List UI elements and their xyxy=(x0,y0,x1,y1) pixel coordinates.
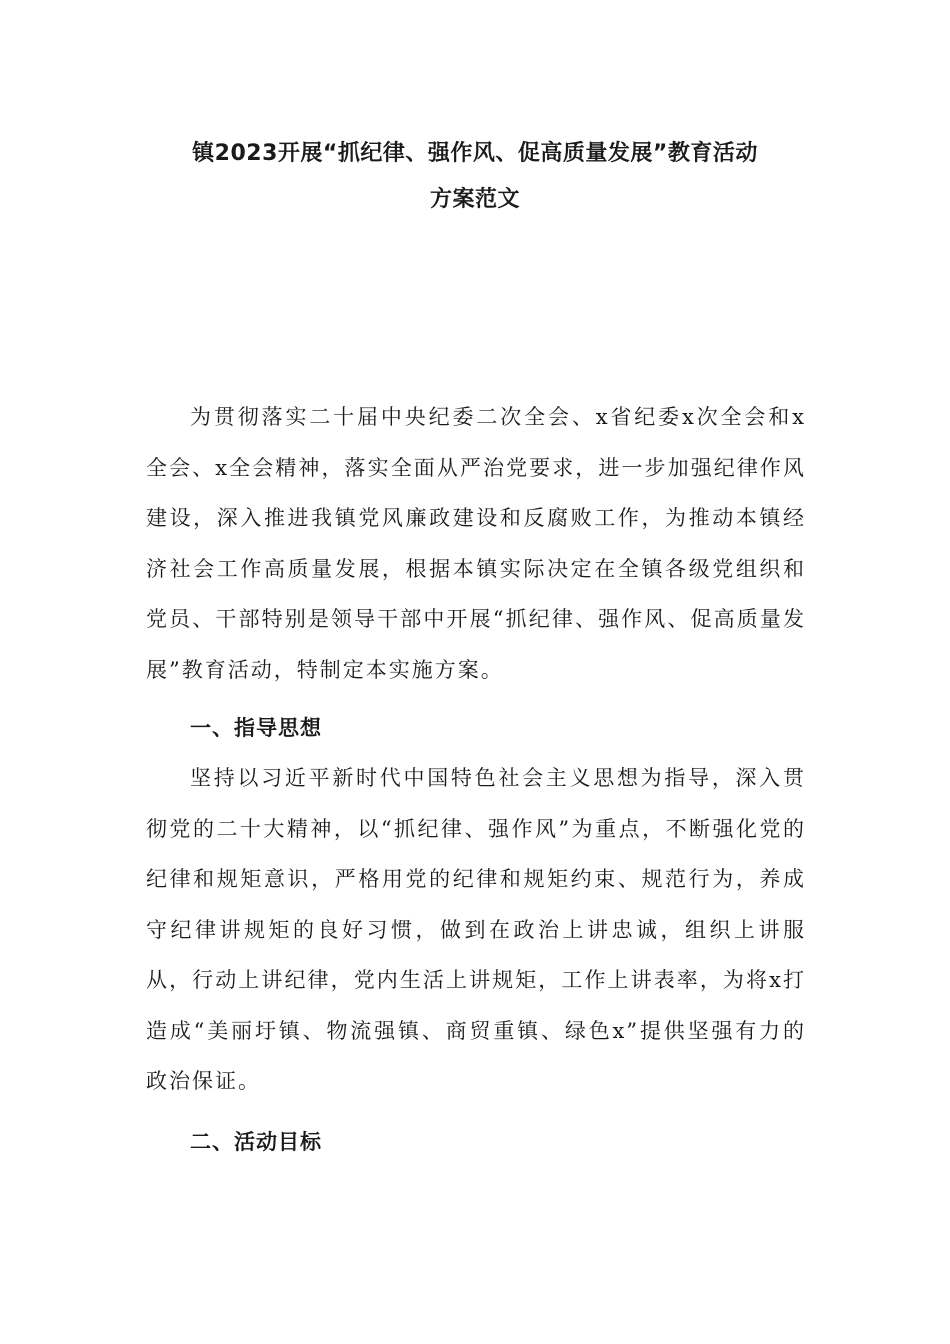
section-heading-guiding-ideology: 一、指导思想 xyxy=(190,716,322,740)
guiding-ideology-paragraph: 坚持以习近平新时代中国特色社会主义思想为指导，深入贯彻党的二十大精神，以“抓纪律、强作风”为重点，不断强化党的纪律和规矩意识，严格用党的纪律和规矩约束、规范行为，养成守纪律讲规矩的良好习惯，做到在政治上讲忠诚，组织上讲服从，行动上讲纪律，党内生活上讲规矩，工作上讲表率，为将x打造成“美丽圩镇、物流强镇、商贸重镇、绿色x”提供坚强有力的政治保证。 xyxy=(146,766,806,1093)
document-title-line-2: 方案范文 xyxy=(429,187,520,212)
document-title-line-1: 镇2023开展“抓纪律、强作风、促高质量发展”教育活动 xyxy=(192,141,758,166)
intro-paragraph: 为贯彻落实二十届中央纪委二次全会、x省纪委x次全会和x全会、x全会精神，落实全面从严治党要求，进一步加强纪律作风建设，深入推进我镇党风廉政建设和反腐败工作，为推动本镇经济社会工作高质量发展，根据本镇实际决定在全镇各级党组织和党员、干部特别是领导干部中开展“抓纪律、强作风、促高质量发展”教育活动，特制定本实施方案。 xyxy=(146,405,806,682)
section-heading-activity-goals: 二、活动目标 xyxy=(190,1130,322,1154)
